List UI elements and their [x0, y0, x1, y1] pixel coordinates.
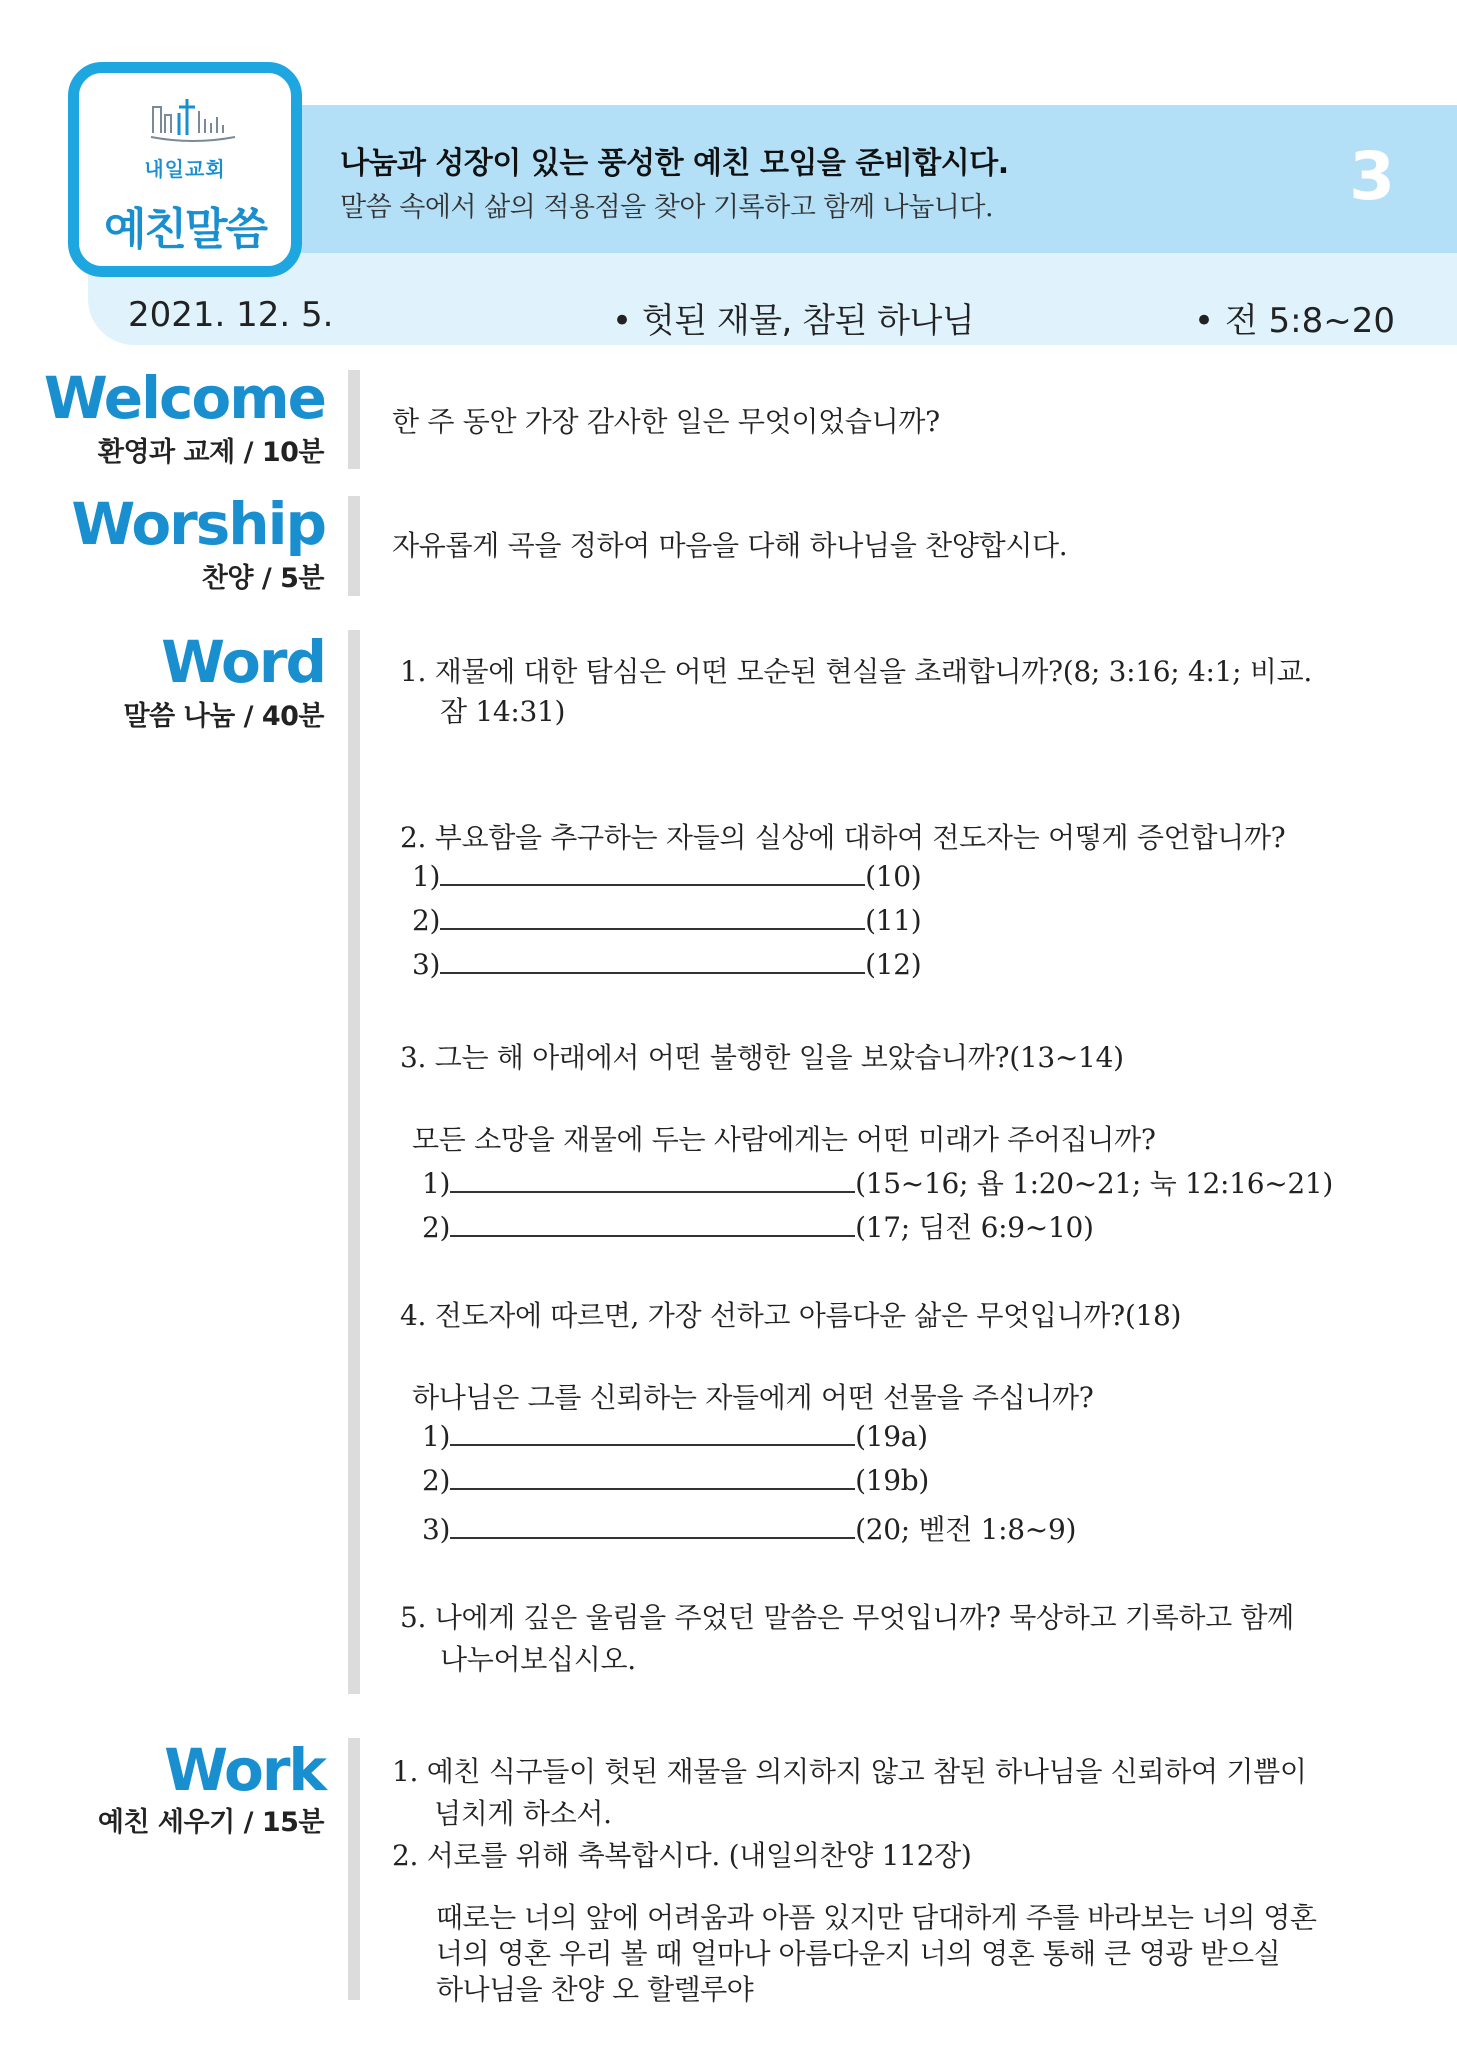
answer-line[interactable]: 1) (19a): [422, 1420, 928, 1453]
answer-line[interactable]: 2) (17; 딤전 6:9~10): [422, 1211, 1094, 1244]
scripture-reference: • 전 5:8~20: [1194, 301, 1395, 341]
prayer-1: 1. 예친 식구들이 헛된 재물을 의지하지 않고 참된 하나님을 신뢰하여 기쁨이: [392, 1755, 1307, 1788]
answer-line[interactable]: 2) (19b): [422, 1464, 930, 1497]
worship-divider: [348, 496, 360, 596]
question-2: 2. 부요함을 추구하는 자들의 실상에 대하여 전도자는 어떻게 증언합니까?: [400, 821, 1286, 854]
church-skyline-icon: [149, 93, 237, 145]
worship-title: Worship: [71, 490, 325, 558]
church-logo: [68, 62, 302, 277]
lyric-line: 너의 영혼 우리 볼 때 얼마나 아름다운지 너의 영혼 통해 큰 영광 받으실: [436, 1937, 1281, 1970]
lyric-line: 하나님을 찬양 오 할렐루야: [436, 1973, 754, 2006]
question-5: 5. 나에게 깊은 울림을 주었던 말씀은 무엇입니까? 묵상하고 기록하고 함께: [400, 1601, 1294, 1634]
date: 2021. 12. 5.: [128, 295, 334, 335]
welcome-title: Welcome: [43, 364, 325, 432]
worship-subtitle: 찬양 / 5분: [201, 563, 324, 594]
logo-title: 예친말씀: [103, 204, 266, 255]
word-divider: [348, 630, 360, 1694]
word-subtitle: 말씀 나눔 / 40분: [123, 701, 324, 732]
answer-line[interactable]: 1) (15~16; 욥 1:20~21; 눅 12:16~21): [422, 1167, 1334, 1200]
answer-line[interactable]: 3) (12): [412, 948, 922, 981]
question-3-sub: 모든 소망을 재물에 두는 사람에게는 어떤 미래가 주어집니까?: [412, 1123, 1156, 1156]
answer-line[interactable]: 2) (11): [412, 904, 922, 937]
work-title: Work: [164, 1736, 325, 1804]
question-4: 4. 전도자에 따르면, 가장 선하고 아름다운 삶은 무엇입니까?(18): [400, 1299, 1182, 1332]
church-name: 내일교회: [144, 157, 226, 181]
answer-line[interactable]: 1) (10): [412, 860, 922, 893]
prayer-1-cont: 넘치게 하소서.: [434, 1797, 612, 1830]
worship-text: 자유롭게 곡을 정하여 마음을 다해 하나님을 찬양합시다.: [392, 529, 1068, 562]
lyric-line: 때로는 너의 앞에 어려움과 아픔 있지만 담대하게 주를 바라보는 너의 영혼: [436, 1901, 1317, 1934]
welcome-divider: [348, 370, 360, 469]
prayer-2: 2. 서로를 위해 축복합시다. (내일의찬양 112장): [392, 1839, 972, 1872]
question-3: 3. 그는 해 아래에서 어떤 불행한 일을 보았습니까?(13~14): [400, 1041, 1124, 1074]
welcome-subtitle: 환영과 교제 / 10분: [97, 437, 324, 468]
welcome-text: 한 주 동안 가장 감사한 일은 무엇이었습니까?: [392, 405, 940, 438]
question-5-cont: 나누어보십시오.: [440, 1643, 636, 1676]
question-4-sub: 하나님은 그를 신뢰하는 자들에게 어떤 선물을 주십니까?: [412, 1381, 1094, 1414]
answer-line[interactable]: 3) (20; 벧전 1:8~9): [422, 1513, 1077, 1546]
header-subline: 말씀 속에서 삶의 적용점을 찾아 기록하고 함께 나눕니다.: [340, 192, 994, 223]
word-title: Word: [161, 628, 325, 696]
work-divider: [348, 1738, 360, 2000]
sermon-topic: • 헛된 재물, 참된 하나님: [612, 301, 975, 341]
header-headline: 나눔과 성장이 있는 풍성한 예친 모임을 준비합시다.: [340, 146, 1009, 181]
page-number: 3: [1349, 138, 1395, 215]
question-1: 1. 재물에 대한 탐심은 어떤 모순된 현실을 초래합니까?(8; 3:16; 4:1; 비교.: [400, 655, 1313, 688]
work-subtitle: 예친 세우기 / 15분: [97, 1807, 324, 1838]
question-1-cont: 잠 14:31): [440, 695, 566, 728]
